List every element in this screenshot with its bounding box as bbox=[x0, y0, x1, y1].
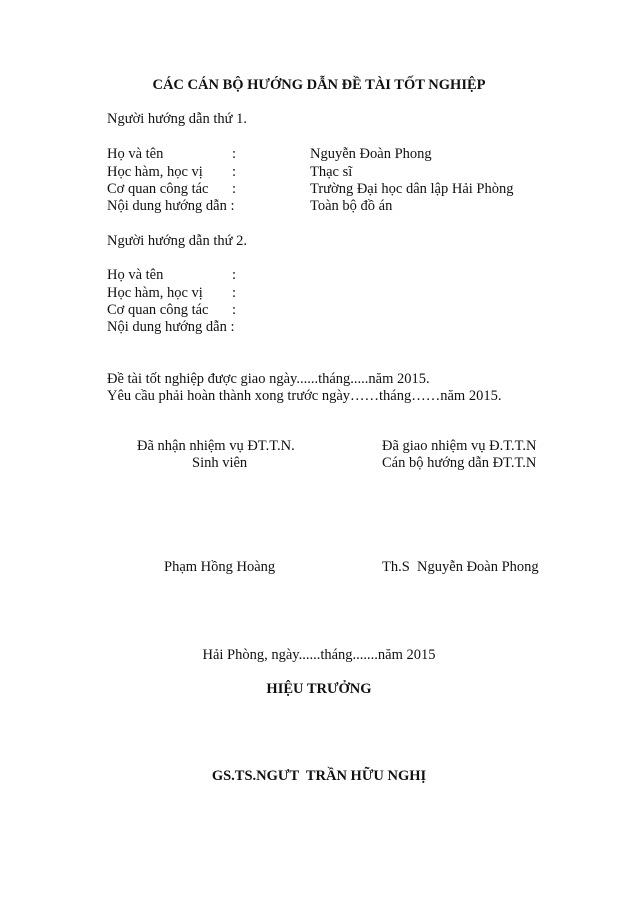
advisor-role-line1: Đã giao nhiệm vụ Đ.T.T.N bbox=[382, 438, 537, 454]
advisor2-workplace-label: Cơ quan công tác bbox=[107, 302, 209, 318]
advisor2-degree-colon: : bbox=[232, 285, 237, 301]
document-title: CÁC CÁN BỘ HƯỚNG DẪN ĐỀ TÀI TỐT NGHIỆP bbox=[152, 77, 486, 93]
advisor-role-line2: Cán bộ hướng dẫn ĐT.T.N bbox=[382, 455, 537, 471]
advisor1-workplace-colon: : bbox=[232, 181, 237, 197]
advisor2-name-colon: : bbox=[232, 267, 237, 283]
advisor1-content-label: Nội dung hướng dẫn : bbox=[107, 198, 235, 214]
due-date-line: Yêu cầu phải hoàn thành xong trước ngày……tháng……năm 2015. bbox=[107, 388, 502, 404]
advisor2-name-label: Họ và tên bbox=[107, 267, 164, 283]
advisor1-content-value: Toàn bộ đồ án bbox=[310, 198, 393, 214]
principal-title: HIỆU TRƯỞNG bbox=[266, 681, 372, 697]
student-role-line1: Đã nhận nhiệm vụ ĐT.T.N. bbox=[137, 438, 295, 454]
advisor1-heading: Người hướng dẫn thứ 1. bbox=[107, 111, 248, 127]
advisor1-workplace-label: Cơ quan công tác bbox=[107, 181, 209, 197]
advisor2-content-label: Nội dung hướng dẫn : bbox=[107, 319, 235, 335]
place-date-line: Hải Phòng, ngày......tháng.......năm 2015 bbox=[202, 647, 436, 663]
advisor1-name-label: Họ và tên bbox=[107, 146, 164, 162]
advisor-name: Th.S Nguyễn Đoàn Phong bbox=[382, 559, 539, 575]
student-role-line2: Sinh viên bbox=[192, 455, 248, 471]
advisor1-degree-value: Thạc sĩ bbox=[310, 164, 353, 180]
advisor2-heading: Người hướng dẫn thứ 2. bbox=[107, 233, 248, 249]
advisor1-workplace-value: Trường Đại học dân lập Hải Phòng bbox=[310, 181, 514, 197]
assigned-date-line: Đề tài tốt nghiệp được giao ngày......tháng.....năm 2015. bbox=[107, 371, 430, 387]
advisor1-name-colon: : bbox=[232, 146, 237, 162]
advisor1-degree-colon: : bbox=[232, 164, 237, 180]
advisor1-degree-label: Học hàm, học vị bbox=[107, 164, 203, 180]
advisor2-workplace-colon: : bbox=[232, 302, 237, 318]
student-name: Phạm Hồng Hoàng bbox=[164, 559, 276, 575]
principal-name: GS.TS.NGƯT TRẦN HỮU NGHỊ bbox=[211, 768, 427, 784]
advisor1-name-value: Nguyễn Đoàn Phong bbox=[310, 146, 432, 162]
advisor2-degree-label: Học hàm, học vị bbox=[107, 285, 203, 301]
